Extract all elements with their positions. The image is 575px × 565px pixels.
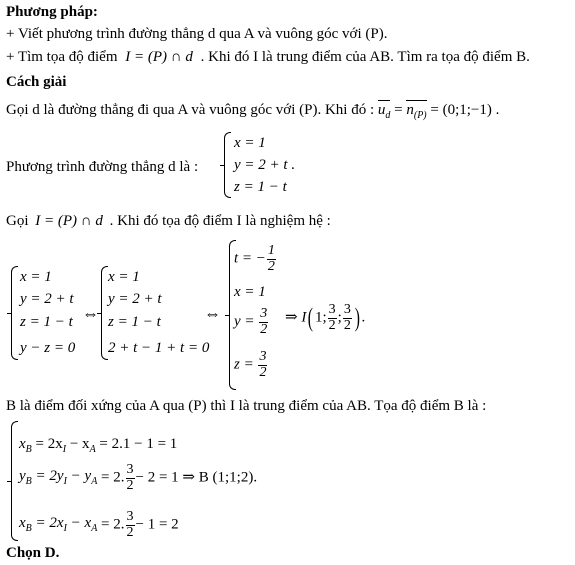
system-b-brace xyxy=(11,421,18,541)
system-1-row: x = 1 xyxy=(20,269,52,285)
intersection-line: Gọi I = (P) ∩ d . Khi đó tọa độ điểm I là nghiệm hệ : xyxy=(6,213,331,229)
system-1-brace xyxy=(11,266,18,360)
system-2-row: x = 1 xyxy=(108,269,140,285)
equivalence-arrow-2: ⇔ xyxy=(204,304,221,323)
vector-n-p: $n_{(P)}$ xyxy=(406,102,427,121)
method-line-1: + Viết phương trình đường thẳng d qua A và vuông góc với (P). xyxy=(6,26,388,42)
line-d-label: Phương trình đường thẳng d là : xyxy=(6,159,199,175)
line-d-brace xyxy=(224,132,231,198)
system-2-row: y = 2 + t xyxy=(108,291,162,307)
vector-u-d: $u_d$ xyxy=(377,102,391,121)
fraction: $\frac{3}{2}$ xyxy=(260,306,268,337)
system-3-y: y = $\frac{3}{2}$ xyxy=(234,306,268,337)
method-heading: Phương pháp: xyxy=(6,4,98,20)
system-3-t: t = − $\frac{1}{2}$ xyxy=(234,243,275,274)
system-2-brace xyxy=(101,266,108,360)
result-point-I: ⇒ I( 1; $\frac{3}{2}$ ; $\frac{3}{2}$ ) . xyxy=(285,302,366,333)
line-d-eq-y: y = 2 + t . xyxy=(234,157,296,173)
solution-heading: Cách giải xyxy=(6,74,67,90)
answer: Chọn D. xyxy=(6,545,60,561)
line-d-eq-z: z = 1 − t xyxy=(234,179,287,195)
system-1-row: y − z = 0 xyxy=(20,340,76,356)
equivalence-arrow-1: ⇔ xyxy=(82,304,99,323)
fraction: $\frac{3}{2}$ xyxy=(259,349,267,380)
method-line-2: + Tìm tọa độ điểm I = (P) ∩ d . Khi đó I là trung điểm của AB. Tìm ra tọa độ điểm B. xyxy=(6,49,530,65)
system-1-row: y = 2 + t xyxy=(20,291,74,307)
system-1-row: z = 1 − t xyxy=(20,314,73,330)
system-3-x: x = 1 xyxy=(234,284,266,300)
b-coord-x: $x_B = 2x_I - x_A = 2.1 - 1 = 1$ xyxy=(19,436,178,455)
fraction: $\frac{1}{2}$ xyxy=(267,243,275,274)
method-formula: I = (P) ∩ d xyxy=(125,49,193,65)
b-coord-z: $x_B = 2x_I - x_A = 2$. $\frac{3}{2}$ − 1 = 2 xyxy=(19,509,179,540)
system-2-row: z = 1 − t xyxy=(108,314,161,330)
b-intro: B là điểm đối xứng của A qua (P) thì I là trung điểm của AB. Tọa độ điểm B là : xyxy=(6,398,487,414)
system-2-row: 2 + t − 1 + t = 0 xyxy=(108,340,210,356)
system-3-z: z = $\frac{3}{2}$ xyxy=(234,349,267,380)
line-d-eq-x: x = 1 xyxy=(234,135,266,151)
b-coord-y: $y_B = 2y_I - y_A = 2$. $\frac{3}{2}$ − 2 = 1 ⇒ B (1;1;2). xyxy=(19,462,258,493)
solution-line-1: Gọi d là đường thẳng đi qua A và vuông góc với (P). Khi đó : $u_d = n_{(P)}$ = (0;1;−1) . xyxy=(6,102,500,121)
